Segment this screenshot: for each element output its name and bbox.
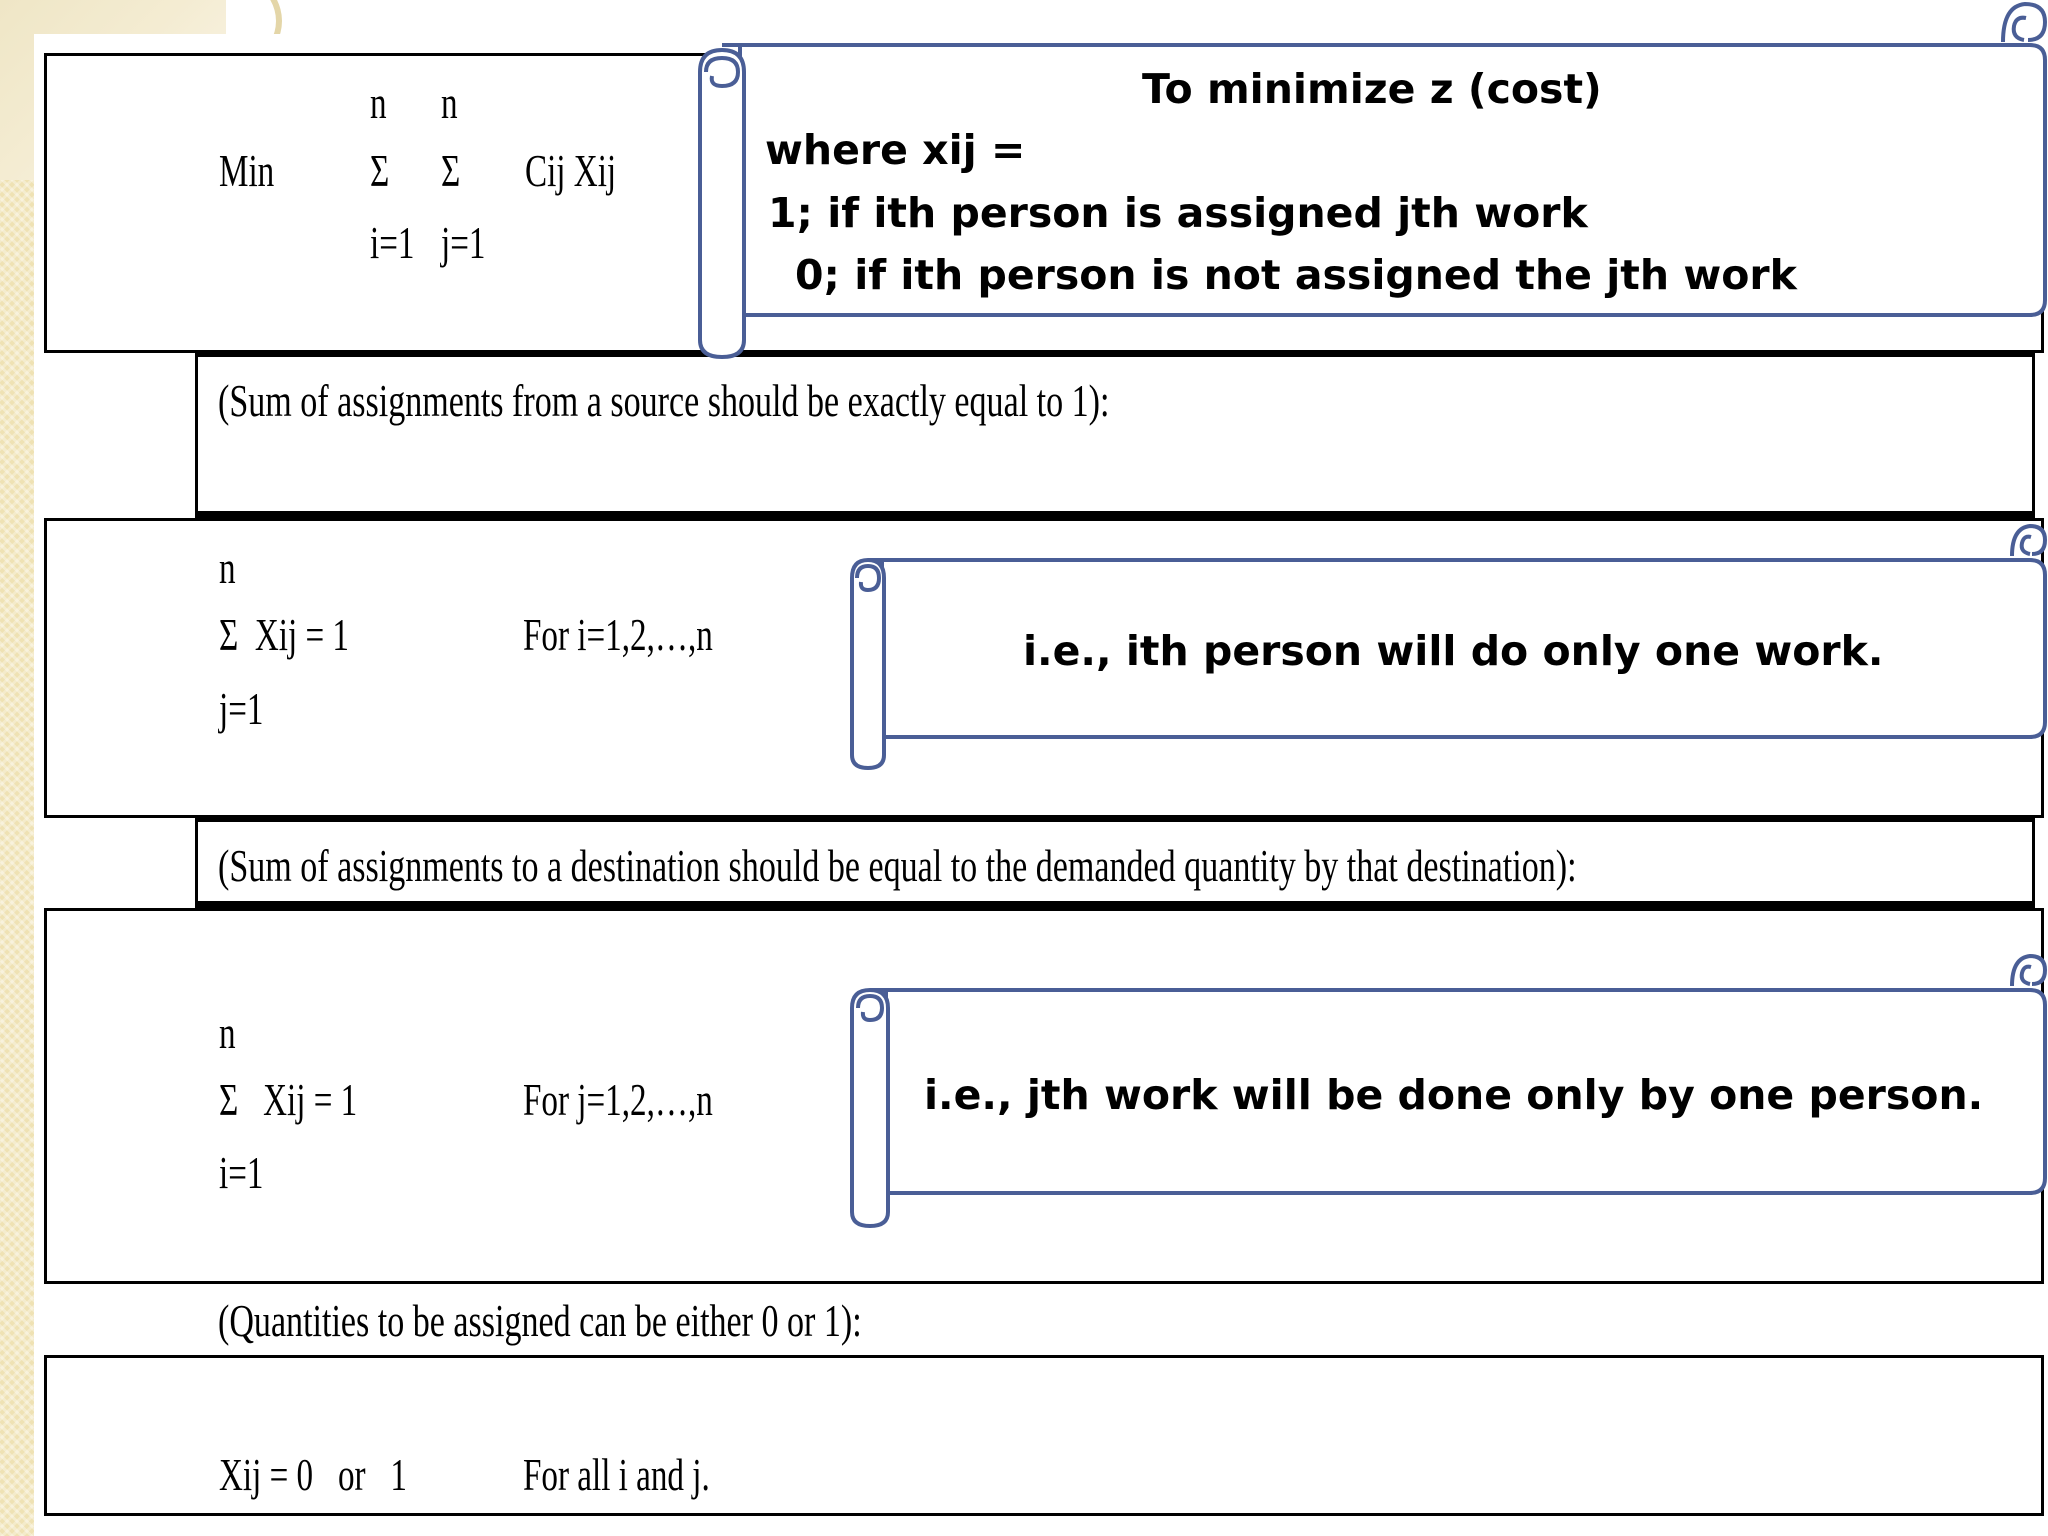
objective-sigma-j: Σ bbox=[441, 145, 461, 196]
objective-lower-j: j=1 bbox=[441, 217, 486, 268]
objective-lower-i: i=1 bbox=[370, 217, 415, 268]
binary-constraint-expr: Xij = 0 or 1 bbox=[219, 1449, 407, 1500]
column-constraint-expr: Σ Xij = 1 bbox=[219, 1074, 358, 1125]
column-constraint-upper: n bbox=[219, 1007, 236, 1058]
objective-callout-line2: 1; if ith person is assigned jth work bbox=[768, 189, 1588, 237]
binary-constraint-condition: For all i and j. bbox=[523, 1449, 710, 1500]
objective-min-label: Min bbox=[219, 145, 275, 196]
column-callout-text: i.e., jth work will be done only by one person. bbox=[924, 1071, 1984, 1119]
row-constraint-upper: n bbox=[219, 542, 236, 593]
objective-callout-line3: 0; if ith person is not assigned the jth work bbox=[795, 251, 1797, 299]
objective-upper-i: n bbox=[370, 77, 387, 128]
row-constraint-lower: j=1 bbox=[219, 683, 264, 734]
objective-callout-title: To minimize z (cost) bbox=[1142, 65, 1602, 113]
objective-sigma-i: Σ bbox=[370, 145, 390, 196]
column-constraint-condition: For j=1,2,…,n bbox=[523, 1074, 713, 1125]
source-note: (Sum of assignments from a source should be exactly equal to 1): bbox=[218, 375, 1110, 426]
objective-term: Cij Xij bbox=[525, 145, 617, 196]
destination-note: (Sum of assignments to a destination should be equal to the demanded quantity by that destination): bbox=[218, 840, 1577, 891]
row-constraint-expr: Σ Xij = 1 bbox=[219, 609, 349, 660]
objective-callout-line1: where xij = bbox=[765, 126, 1026, 174]
row-constraint-condition: For i=1,2,…,n bbox=[523, 609, 713, 660]
column-constraint-lower: i=1 bbox=[219, 1147, 264, 1198]
row-callout-text: i.e., ith person will do only one work. bbox=[1023, 627, 1884, 675]
objective-upper-j: n bbox=[441, 77, 458, 128]
binary-note: (Quantities to be assigned can be either 0 or 1): bbox=[218, 1295, 862, 1346]
